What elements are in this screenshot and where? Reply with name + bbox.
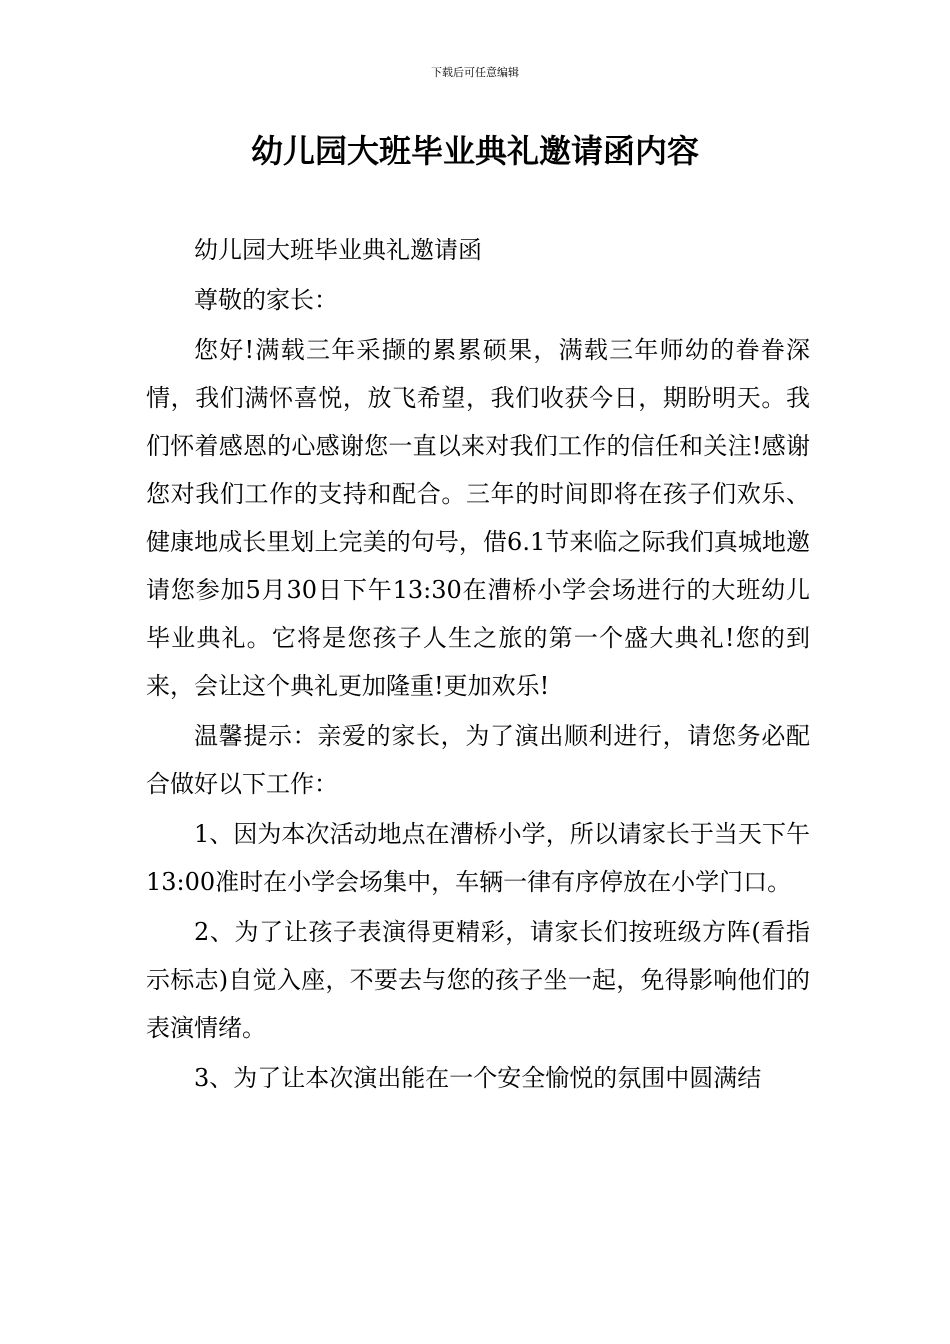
header-note: 下载后可任意编辑: [431, 66, 519, 79]
document-title: 幼儿园大班毕业典礼邀请函内容: [250, 132, 699, 170]
reminder-item-1: 1、因为本次活动地点在漕桥小学，所以请家长于当天下午13:00准时在小学会场集中，车辆一律有序停放在小学门口。: [146, 820, 810, 896]
body-paragraph: 您好!满载三年采撷的累累硕果，满载三年师幼的眷眷深情，我们满怀喜悦，放飞希望，我们收获今日，期盼明天。我们怀着感恩的心感谢您一直以来对我们工作的信任和关注!感谢您对我们工作的支持和配合。三年的时间即将在孩子们欢乐、健康地成长里划上完美的句号，借6.1节来临之际我们真城地邀请您参加5月30日下午13:30在漕桥小学会场进行的大班幼儿毕业典礼。它将是您孩子人生之旅的第一个盛大典礼!您的到来，会让这个典礼更加隆重!更加欢乐!: [146, 336, 810, 700]
invitation-heading: 幼儿园大班毕业典礼邀请函: [194, 236, 482, 264]
reminder-item-3: 3、为了让本次演出能在一个安全愉悦的氛围中圆满结: [194, 1064, 762, 1092]
salutation: 尊敬的家长：: [194, 286, 338, 314]
reminder-intro: 温馨提示：亲爱的家长，为了演出顺利进行，请您务必配合做好以下工作：: [146, 722, 810, 798]
document-body: [146, 226, 810, 1104]
reminder-item-2: 2、为了让孩子表演得更精彩，请家长们按班级方阵(看指示标志)自觉入座，不要去与您的孩子坐一起，免得影响他们的表演情绪。: [146, 918, 810, 1042]
